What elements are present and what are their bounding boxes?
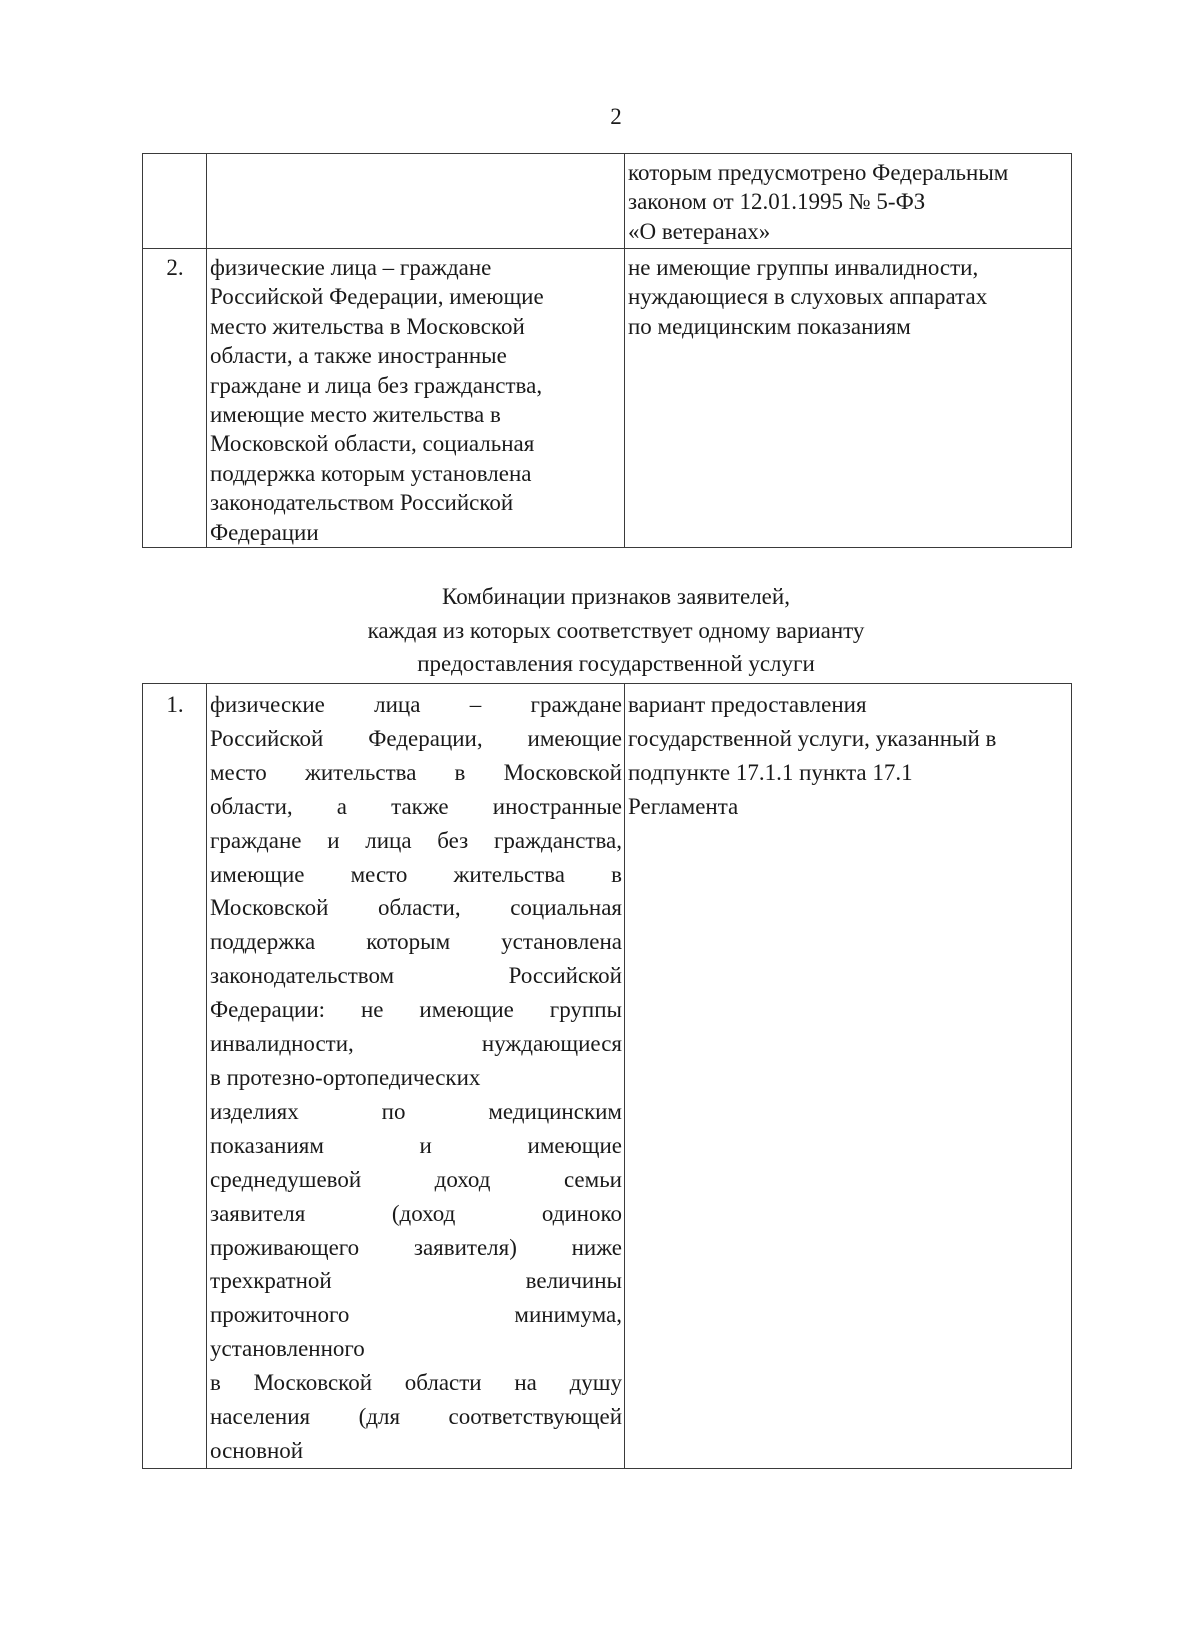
text-line: физические лица – граждане xyxy=(210,692,622,717)
row-number-cell xyxy=(143,154,207,249)
text-line: место жительства в Московской xyxy=(210,759,622,785)
row-number-cell: 1. xyxy=(143,684,207,1469)
text-line: физические лица – граждане xyxy=(210,255,492,280)
table-row xyxy=(143,249,1072,548)
section-heading xyxy=(0,580,1200,681)
text-line: прожиточного минимума, xyxy=(210,1302,622,1328)
text-line: нуждающиеся в слуховых аппаратах xyxy=(628,284,988,310)
text-line: области, а также иностранные xyxy=(210,343,507,369)
applicant-combinations-table xyxy=(142,683,1072,1469)
heading-line: каждая из которых соответствует одному варианту xyxy=(367,617,865,643)
text-line: Регламента xyxy=(628,793,739,819)
text-line: установленного xyxy=(210,1336,365,1362)
text-line: Московской области, социальная xyxy=(210,431,535,457)
page-number: 2 xyxy=(610,104,622,129)
text-line: основной xyxy=(210,1437,304,1463)
text-line: в протезно-ортопедических xyxy=(210,1064,481,1090)
text-line: изделиях по медицинским xyxy=(210,1098,622,1124)
text-line: поддержка которым установлена xyxy=(210,929,622,955)
text-line: Федерации xyxy=(210,519,319,545)
text-line: среднедушевой доход семьи xyxy=(210,1166,622,1192)
text-line: Московской области, социальная xyxy=(210,895,622,921)
text-line: законодательством Российской xyxy=(210,490,514,516)
text-line: области, а также иностранные xyxy=(210,793,622,819)
table-row xyxy=(143,684,1072,1469)
applicants-cell xyxy=(207,154,625,249)
text-line: граждане и лица без гражданства, xyxy=(210,827,622,853)
text-line: инвалидности, нуждающиеся xyxy=(210,1031,622,1057)
text-line: в Московской области на душу xyxy=(210,1370,622,1396)
row-number-cell: 2. xyxy=(143,249,207,548)
text-line: место жительства в Московской xyxy=(210,313,525,339)
text-line: Российской Федерации, имеющие xyxy=(210,284,544,310)
text-line: не имеющие группы инвалидности, xyxy=(628,255,979,280)
criteria-cell xyxy=(625,249,1072,548)
text-line: «О ветеранах» xyxy=(628,218,771,244)
text-line: заявителя (доход одиноко xyxy=(210,1200,622,1226)
heading-line: Комбинации признаков заявителей, xyxy=(442,584,790,609)
text-line: имеющие место жительства в xyxy=(210,402,501,428)
variant-cell xyxy=(625,684,1072,1469)
text-line: государственной услуги, указанный в xyxy=(628,725,997,751)
text-line: Российской Федерации, имеющие xyxy=(210,725,622,751)
text-line: вариант предоставления xyxy=(628,692,867,717)
criteria-cell xyxy=(625,154,1072,249)
text-line: поддержка которым установлена xyxy=(210,460,532,486)
text-line: граждане и лица без гражданства, xyxy=(210,372,543,398)
text-line: населения (для соответствующей xyxy=(210,1404,622,1430)
combination-cell xyxy=(207,684,625,1469)
applicant-categories-table xyxy=(142,153,1072,548)
text-line: которым предусмотрено Федеральным xyxy=(628,160,1009,185)
text-line: подпункте 17.1.1 пункта 17.1 xyxy=(628,759,913,785)
text-line: трехкратной величины xyxy=(210,1268,622,1294)
applicants-cell xyxy=(207,249,625,548)
heading-line: предоставления государственной услуги xyxy=(417,651,815,676)
text-line: проживающего заявителя) ниже xyxy=(210,1234,622,1260)
text-line: по медицинским показаниям xyxy=(628,313,911,339)
table-row xyxy=(143,154,1072,249)
text-line: законом от 12.01.1995 № 5-ФЗ xyxy=(628,189,926,215)
text-line: показаниям и имеющие xyxy=(210,1132,622,1158)
text-line: законодательством Российской xyxy=(210,963,622,989)
text-line: Федерации: не имеющие группы xyxy=(210,997,622,1023)
text-line: имеющие место жительства в xyxy=(210,861,622,887)
